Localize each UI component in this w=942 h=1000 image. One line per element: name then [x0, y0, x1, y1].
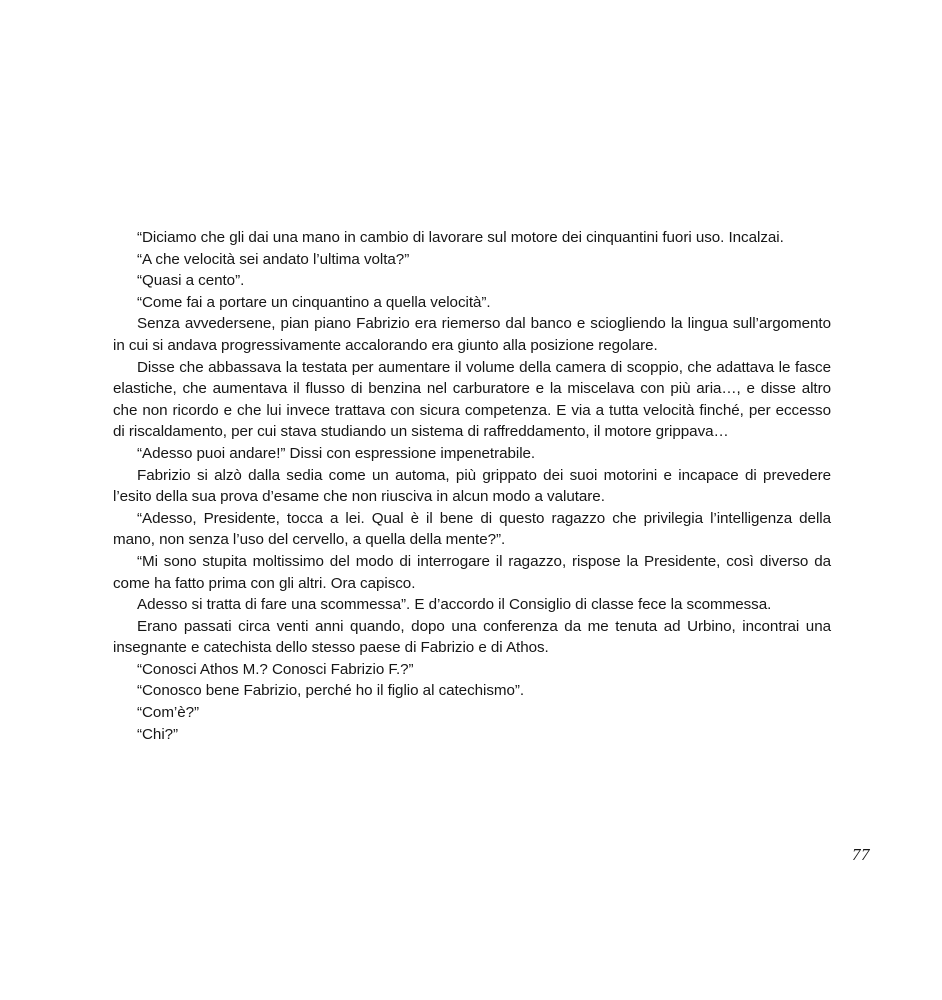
body-paragraph: Erano passati circa venti anni quando, dopo una conferenza da me tenuta ad Urbino, incontrai una insegnante e catechista dello stesso paese di Fabrizio e di Athos. [113, 617, 831, 657]
body-paragraph: “Adesso, Presidente, tocca a lei. Qual è il bene di questo ragazzo che privilegia l’intelligenza della mano, non senza l’uso del cervello, a quella della mente?”. [113, 509, 831, 549]
body-paragraph: “Com’è?” [137, 704, 200, 722]
body-paragraph: “Adesso puoi andare!” Dissi con espressione impenetrabile. [137, 444, 536, 462]
body-paragraph: “Chi?” [137, 725, 179, 743]
body-paragraph: “Conosco bene Fabrizio, perché ho il figlio al catechismo”. [137, 682, 525, 700]
body-paragraph: Fabrizio si alzò dalla sedia come un automa, più grippato dei suoi motorini e incapace di prevedere l’esito della sua prova d’esame che non riusciva in alcun modo a valutare. [113, 466, 831, 506]
body-paragraph: “Come fai a portare un cinquantino a quella velocità”. [137, 293, 491, 311]
body-paragraph: “A che velocità sei andato l’ultima volta?” [137, 250, 410, 268]
body-paragraph: Adesso si tratta di fare una scommessa”. E d’accordo il Consiglio di classe fece la scommessa. [137, 596, 772, 614]
body-text-block [113, 227, 831, 745]
body-paragraph: Senza avvedersene, pian piano Fabrizio era riemerso dal banco e sciogliendo la lingua sull’argomento in cui si andava progressivamente accalorando era giunto alla posizione regolare. [113, 315, 831, 354]
body-paragraph: “Quasi a cento”. [137, 272, 245, 290]
body-paragraph: Disse che abbassava la testata per aumentare il volume della camera di scoppio, che adattava le fasce elastiche, che aumentava il flusso di benzina nel carburatore e la miscelava con più aria…, e disse altro che non ricordo e che lui invece trattava con sicura competenza. E via a tutta velocità finché, per eccesso di riscaldamento, per cui stava studiando un sistema di raffreddamento, il motore grippava… [113, 358, 831, 441]
body-paragraph: “Conosci Athos M.? Conosci Fabrizio F.?” [137, 660, 414, 678]
body-paragraph: “Diciamo che gli dai una mano in cambio di lavorare sul motore dei cinquantini fuori uso. Incalzai. [137, 229, 784, 246]
body-paragraph: “Mi sono stupita moltissimo del modo di interrogare il ragazzo, rispose la Presidente, così diverso da come ha fatto prima con gli altri. Ora capisco. [113, 552, 831, 592]
page-number: 77 [852, 845, 870, 864]
